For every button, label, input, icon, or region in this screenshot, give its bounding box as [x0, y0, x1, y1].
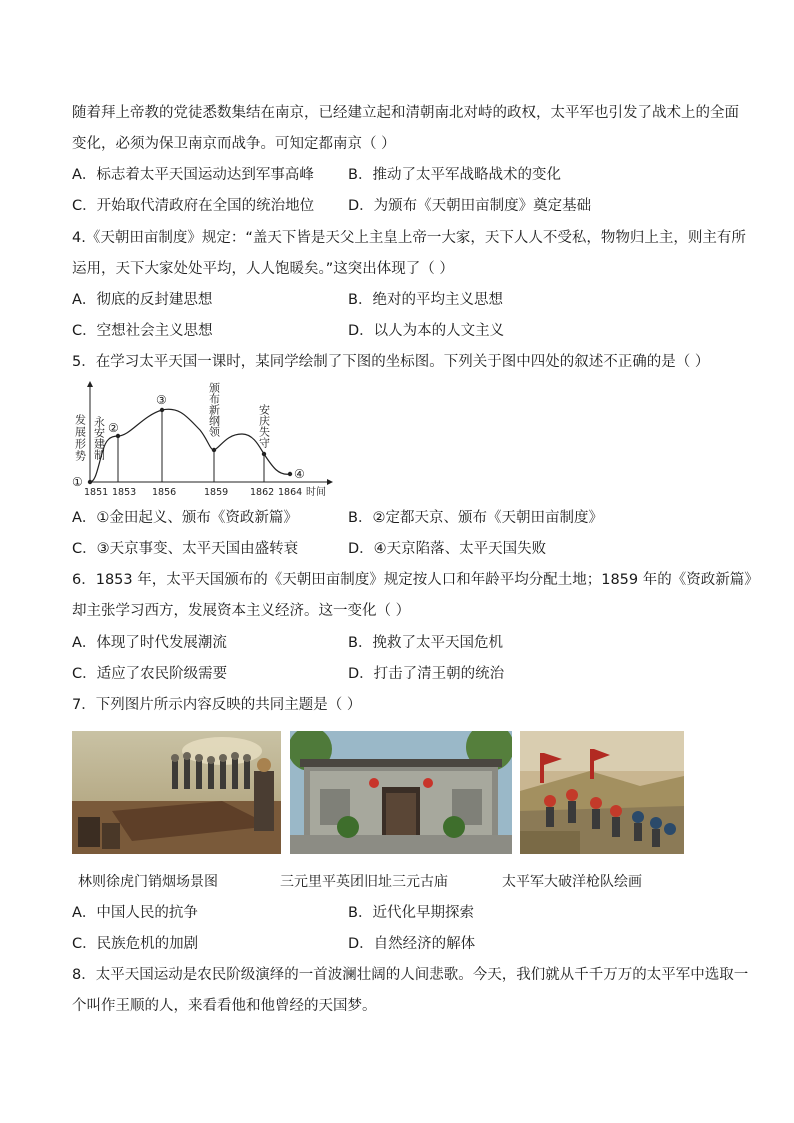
q4-option-a[interactable]: A．彻底的反封建思想 [72, 292, 213, 308]
q6-option-b[interactable]: B．挽救了太平天国危机 [348, 635, 503, 651]
q5-option-a[interactable]: A．①金田起义、颁布《资政新篇》 [72, 510, 298, 526]
photo-sanyuan-temple [290, 731, 512, 854]
tick-1856: 1856 [152, 487, 177, 498]
q3-option-a[interactable]: A．标志着太平天国运动达到军事高峰 [72, 167, 314, 183]
q8-stem-line1: 8．太平天国运动是农民阶级演绎的一首波澜壮阔的人间悲歌。今天，我们就从千千万万的太平军中选取一 [72, 967, 749, 983]
q3-stem-line1: 随着拜上帝教的党徒悉数集结在南京，已经建立起和清朝南北对峙的政权，太平军也引发了战术上的全面 [72, 105, 739, 121]
marker-4: ④ [294, 467, 305, 481]
q4-stem-line1: 4.《天朝田亩制度》规定：“盖天下皆是天父上主皇上帝一大家，天下人人不受私，物物归上主，则主有所 [72, 230, 746, 246]
point-1851 [88, 480, 92, 484]
caption-sanyuan-temple: 三元里平英团旧址三元古庙 [280, 874, 448, 890]
x-axis-label: 时间 [306, 487, 326, 498]
q6-stem-line2: 却主张学习西方，发展资本主义经济。这一变化（ ） [72, 603, 411, 619]
tick-1853: 1853 [112, 487, 137, 498]
q5-option-d[interactable]: D．④天京陷落、太平天国失败 [348, 541, 547, 557]
q7-stem: 7．下列图片所示内容反映的共同主题是（ ） [72, 697, 362, 713]
q4-option-c[interactable]: C．空想社会主义思想 [72, 323, 213, 339]
trend-chart [68, 378, 336, 500]
q3-option-d[interactable]: D．为颁布《天朝田亩制度》奠定基础 [348, 198, 592, 214]
q3-stem-line2: 变化，必须为保卫南京而战争。可知定都南京（ ） [72, 136, 396, 152]
annotation-yongan: 永安建制 [92, 416, 106, 460]
q7-option-b[interactable]: B．近代化早期探索 [348, 905, 474, 921]
marker-1: ① [72, 475, 83, 489]
q5-stem: 5．在学习太平天国一课时，某同学绘制了下图的坐标图。下列关于图中四处的叙述不正确的是（ ） [72, 354, 710, 370]
q3-option-b[interactable]: B．推动了太平军战略战术的变化 [348, 167, 561, 183]
q7-option-c[interactable]: C．民族危机的加剧 [72, 936, 199, 952]
q6-stem-line1: 6．1853 年，太平天国颁布的《天朝田亩制度》规定按人口和年龄平均分配土地；1859 年的《资政新篇》 [72, 572, 759, 588]
q4-option-d[interactable]: D．以人为本的人文主义 [348, 323, 505, 339]
tick-1859: 1859 [204, 487, 229, 498]
point-1862 [262, 452, 266, 456]
marker-3: ③ [156, 393, 167, 407]
tick-1862: 1862 [250, 487, 275, 498]
photo-taiping-battle-painting [520, 731, 684, 854]
q5-option-b[interactable]: B．②定都天京、颁布《天朝田亩制度》 [348, 510, 603, 526]
caption-opium-burning: 林则徐虎门销烟场景图 [78, 874, 218, 890]
point-1856 [160, 408, 164, 412]
q6-option-a[interactable]: A．体现了时代发展潮流 [72, 635, 227, 651]
y-axis-label: 发展形势 [73, 414, 87, 462]
tick-1864: 1864 [278, 487, 303, 498]
photo-opium-burning [72, 731, 281, 854]
q4-option-b[interactable]: B．绝对的平均主义思想 [348, 292, 503, 308]
q4-stem-line2: 运用，天下大家处处平均，人人饱暖矣。”这突出体现了（ ） [72, 261, 454, 277]
q3-option-c[interactable]: C．开始取代清政府在全国的统治地位 [72, 198, 315, 214]
q6-option-d[interactable]: D．打击了清王朝的统治 [348, 666, 505, 682]
q7-option-a[interactable]: A．中国人民的抗争 [72, 905, 198, 921]
caption-taiping-painting: 太平军大破洋枪队绘画 [502, 874, 642, 890]
q6-option-c[interactable]: C．适应了农民阶级需要 [72, 666, 228, 682]
annotation-new-program: 颁布新纲领 [207, 382, 221, 437]
q5-option-c[interactable]: C．③天京事变、太平天国由盛转衰 [72, 541, 299, 557]
q8-stem-line2: 个叫作王顺的人，来看看他和他曾经的天国梦。 [72, 998, 377, 1014]
tick-1851: 1851 [84, 487, 109, 498]
annotation-anqing: 安庆失守 [257, 404, 271, 448]
marker-2: ② [108, 421, 119, 435]
point-1859 [212, 448, 216, 452]
point-1864 [288, 472, 292, 476]
q7-option-d[interactable]: D．自然经济的解体 [348, 936, 476, 952]
